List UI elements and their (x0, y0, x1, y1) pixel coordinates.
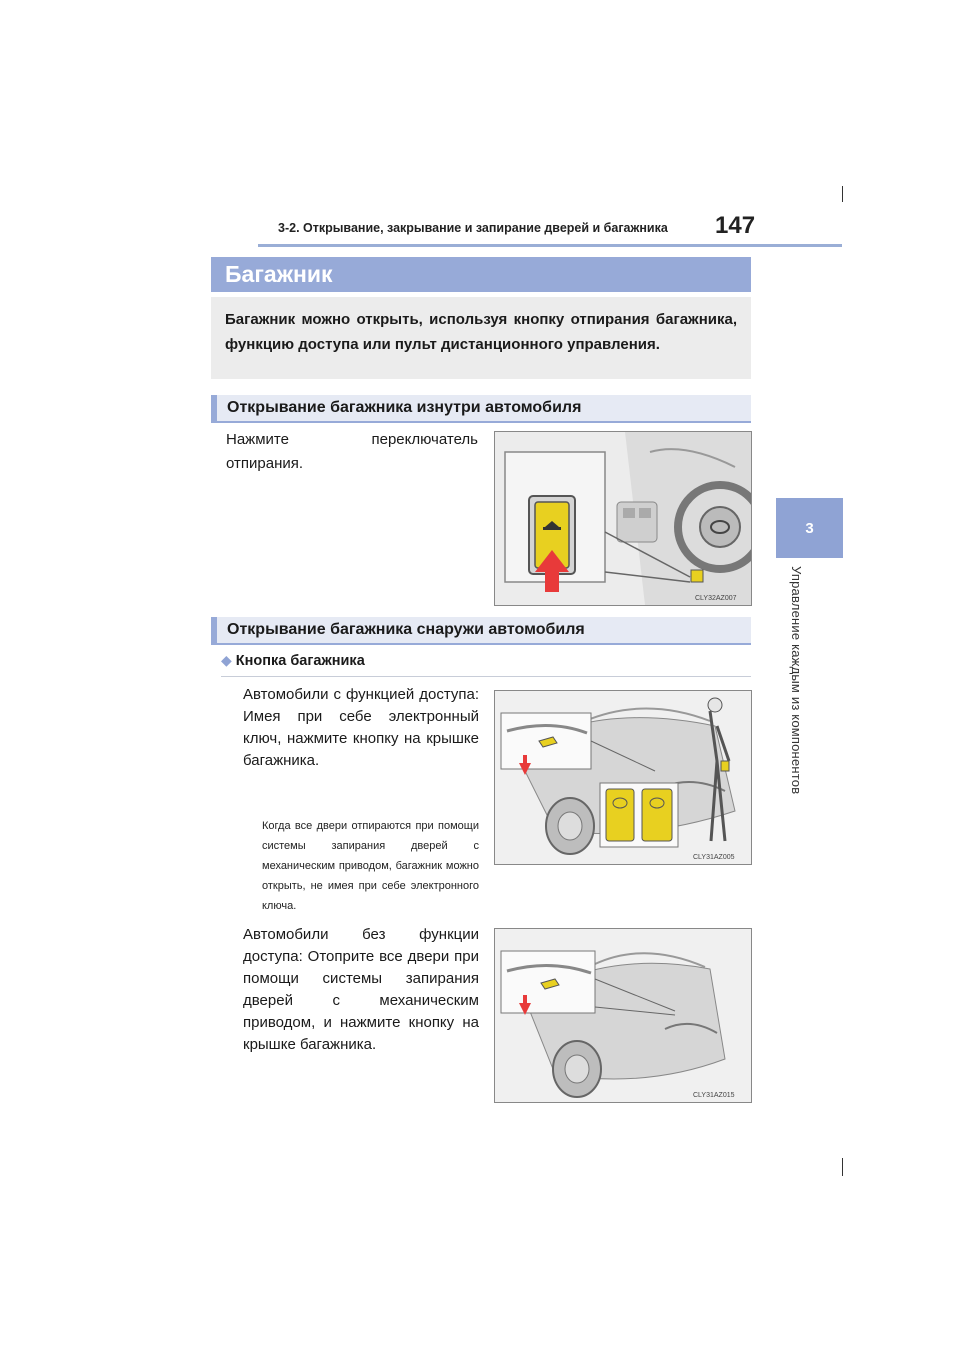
running-header: 3-2. Открывание, закрывание и запирание дверей и багажника (278, 221, 668, 235)
with-access-instruction: Автомобили с функцией доступа: Имея при себе электронный ключ, нажмите кнопку на крышке багажника. (243, 686, 479, 769)
image-code-3: CLY31AZ015 (693, 1092, 735, 1099)
intro-box: Багажник можно открыть, используя кнопку отпирания багажника, функцию доступа или пульт дистанционного управления. (211, 297, 751, 379)
image-code-2: CLY31AZ005 (693, 854, 735, 861)
crop-mark-top (842, 186, 843, 202)
diamond-icon: ◆ (221, 652, 232, 668)
header-rule (258, 244, 842, 247)
section-heading-outside: Открывание багажника снаружи автомобиля (211, 617, 751, 645)
chapter-title: Управление каждым из компонентов (789, 566, 804, 795)
image-code-1: CLY32AZ007 (695, 595, 737, 602)
inside-instruction: Нажмите переключатель отпирания. (226, 431, 478, 472)
subheading-rule (221, 676, 751, 677)
with-access-note: Когда все двери отпираются при помощи системы запирания дверей с механическим приводом, багажник можно открыть, не имея при себе электронного ключа. (262, 820, 479, 912)
illustration-interior-switch (494, 431, 752, 606)
crop-mark-bottom (842, 1158, 843, 1176)
subheading-text: Кнопка багажника (235, 653, 365, 669)
page-title: Багажник (211, 257, 751, 292)
subheading-trunk-button (221, 652, 365, 669)
illustration-trunk-with-access (494, 690, 752, 865)
without-access-instruction: Автомобили без функции доступа: Отоприте все двери при помощи системы запирания дверей с механическим приводом, и нажмите кнопку на крышке багажника. (243, 926, 479, 1053)
chapter-tab: 3 (776, 498, 843, 558)
illustration-trunk-without-access (494, 928, 752, 1103)
page-number: 147 (715, 212, 756, 239)
section-heading-inside: Открывание багажника изнутри автомобиля (211, 395, 751, 423)
